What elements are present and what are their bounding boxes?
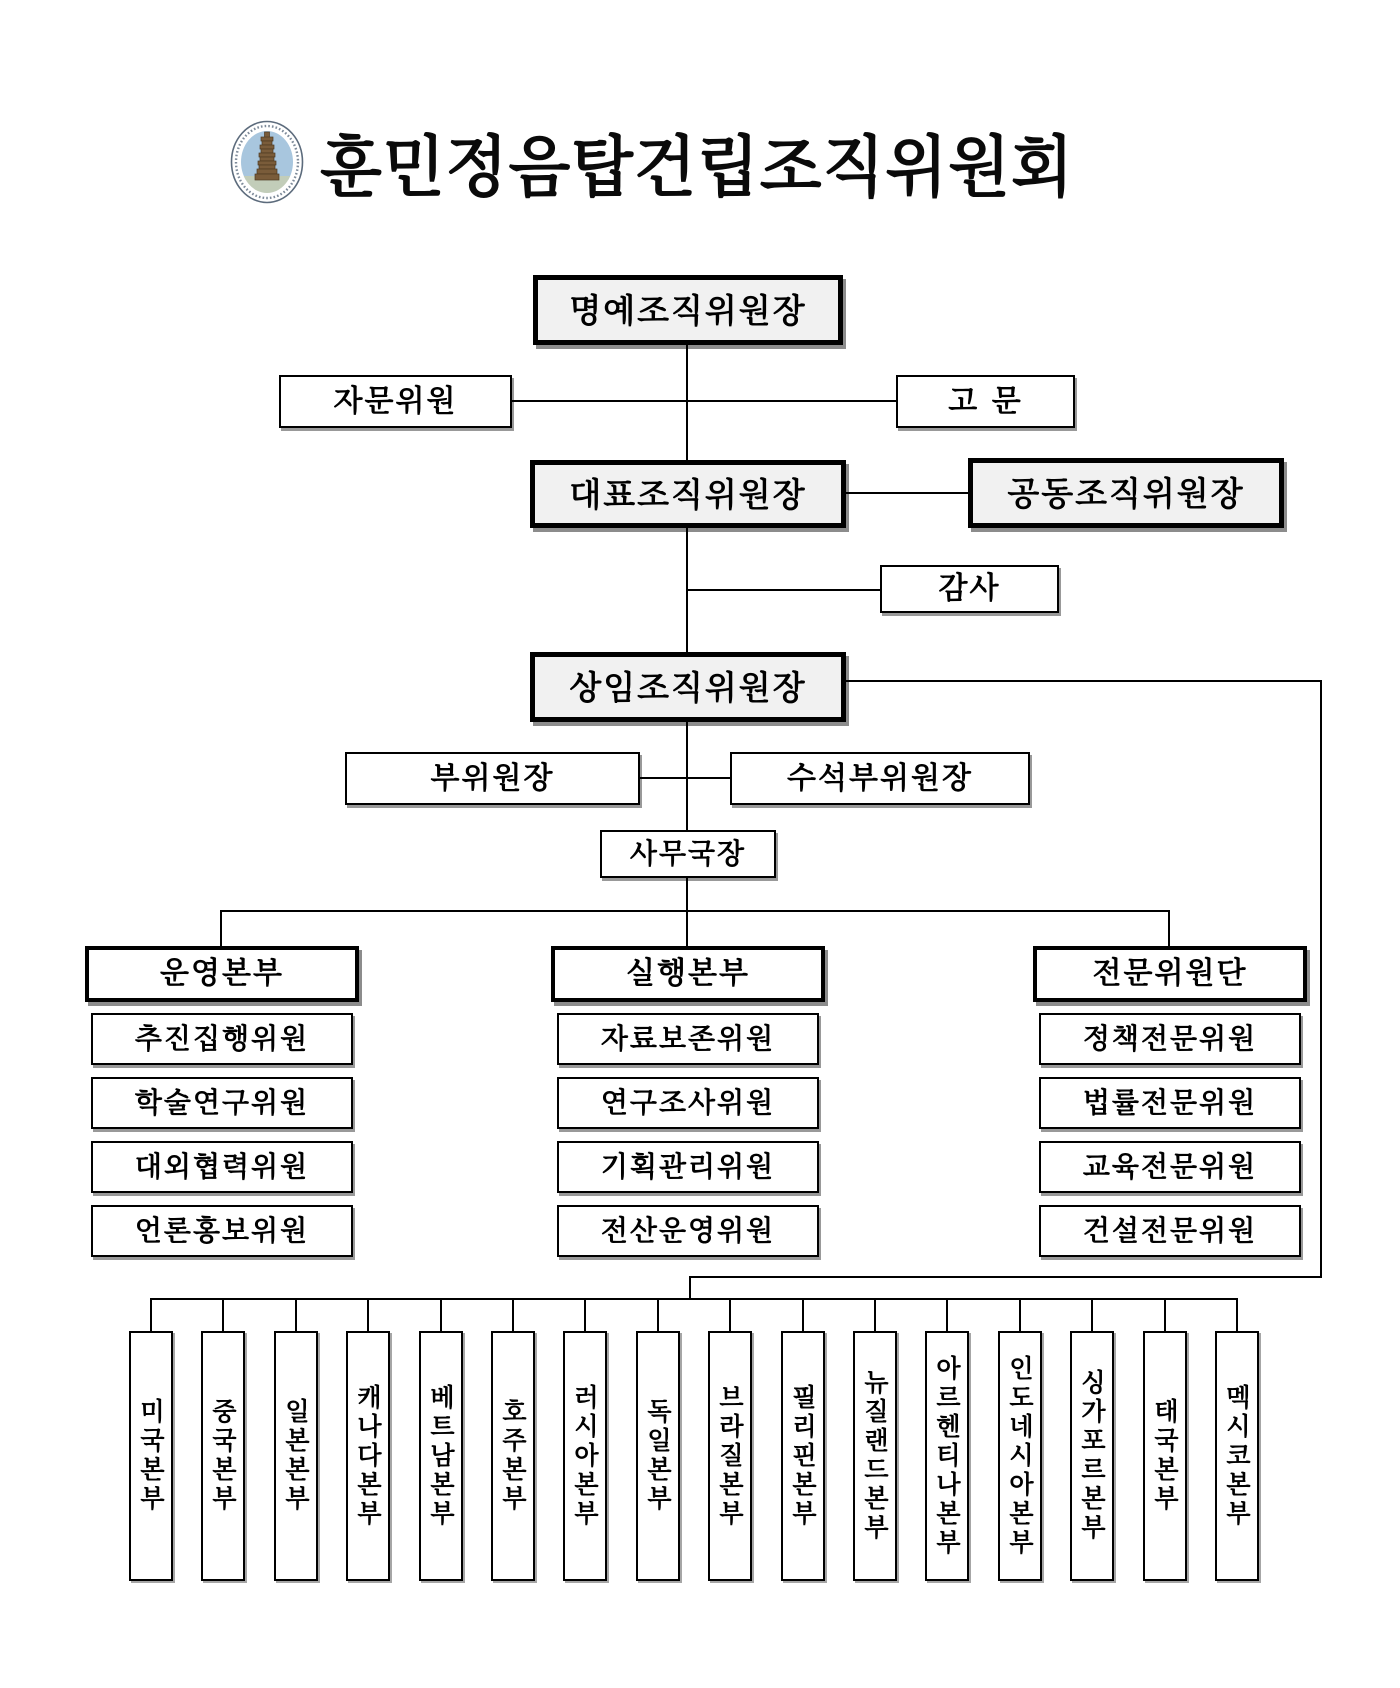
line-bottom-return — [690, 1276, 1322, 1278]
committee-box: 법률전문위원 — [1039, 1077, 1301, 1129]
branch-box-germany: 독일본부 — [636, 1331, 680, 1581]
branch-box-canada: 캐나다본부 — [346, 1331, 390, 1581]
committee-box: 대외협력위원 — [91, 1141, 353, 1193]
line-drop-division-1 — [220, 910, 222, 946]
joint-chair-box: 공동조직위원장 — [968, 458, 1284, 528]
branch-box-mexico: 멕시코본부 — [1215, 1331, 1259, 1581]
branch-box-brazil: 브라질본부 — [708, 1331, 752, 1581]
advisory-member-box: 자문위원 — [279, 375, 512, 428]
representative-chair-box: 대표조직위원장 — [530, 460, 846, 528]
line-representative-joint — [846, 492, 968, 494]
line-drop-division-2 — [686, 910, 688, 946]
division-experts-header: 전문위원단 — [1033, 946, 1307, 1002]
chief-vice-chair-box: 수석부위원장 — [730, 752, 1030, 805]
line-stub-branch-6 — [512, 1298, 514, 1331]
pagoda-seal-logo-icon — [230, 120, 304, 204]
committee-box: 추진집행위원 — [91, 1013, 353, 1065]
line-honorary-to-representative — [686, 345, 688, 460]
line-stub-branch-7 — [584, 1298, 586, 1331]
line-stub-branch-15 — [1164, 1298, 1166, 1331]
committee-box: 교육전문위원 — [1039, 1141, 1301, 1193]
committee-box: 전산운영위원 — [557, 1205, 819, 1257]
line-branch-rail — [151, 1298, 1238, 1300]
secretary-general-box: 사무국장 — [600, 830, 776, 878]
line-advisory-advisor — [512, 400, 896, 402]
line-standing-right — [846, 680, 1322, 682]
line-secretary-down — [686, 878, 688, 911]
committee-box: 언론홍보위원 — [91, 1205, 353, 1257]
line-stub-branch-5 — [440, 1298, 442, 1331]
committee-box: 기획관리위원 — [557, 1141, 819, 1193]
branch-box-china: 중국본부 — [201, 1331, 245, 1581]
division-execution-header: 실행본부 — [551, 946, 825, 1002]
line-stub-branch-4 — [367, 1298, 369, 1331]
committee-box: 자료보존위원 — [557, 1013, 819, 1065]
committee-box: 학술연구위원 — [91, 1077, 353, 1129]
committee-box: 정책전문위원 — [1039, 1013, 1301, 1065]
advisor-box: 고 문 — [896, 375, 1075, 428]
branch-box-argentina: 아르헨티나본부 — [925, 1331, 969, 1581]
line-to-auditor — [687, 589, 880, 591]
branch-box-usa: 미국본부 — [129, 1331, 173, 1581]
branch-box-thailand: 태국본부 — [1143, 1331, 1187, 1581]
line-stub-branch-3 — [295, 1298, 297, 1331]
line-stub-branch-12 — [946, 1298, 948, 1331]
branch-box-australia: 호주본부 — [491, 1331, 535, 1581]
line-bottom-drop — [689, 1276, 691, 1300]
line-stub-branch-16 — [1236, 1298, 1238, 1331]
line-stub-branch-14 — [1091, 1298, 1093, 1331]
branch-box-newzealand: 뉴질랜드본부 — [853, 1331, 897, 1581]
standing-chair-box: 상임조직위원장 — [530, 652, 846, 722]
committee-box: 건설전문위원 — [1039, 1205, 1301, 1257]
honorary-chair-box: 명예조직위원장 — [533, 275, 843, 345]
branch-box-japan: 일본본부 — [274, 1331, 318, 1581]
line-division-rail — [221, 910, 1170, 912]
line-standing-to-secretary — [686, 722, 688, 830]
branch-box-indonesia: 인도네시아본부 — [998, 1331, 1042, 1581]
line-right-drop — [1320, 680, 1322, 1278]
branch-box-russia: 러시아본부 — [563, 1331, 607, 1581]
line-stub-branch-11 — [874, 1298, 876, 1331]
line-stub-branch-9 — [729, 1298, 731, 1331]
line-stub-branch-8 — [657, 1298, 659, 1331]
auditor-box: 감사 — [880, 565, 1059, 613]
line-stub-branch-2 — [222, 1298, 224, 1331]
line-stub-branch-13 — [1019, 1298, 1021, 1331]
branch-box-philippines: 필리핀본부 — [781, 1331, 825, 1581]
branch-box-singapore: 싱가포르본부 — [1070, 1331, 1114, 1581]
division-operations-header: 운영본부 — [85, 946, 359, 1002]
page-title: 훈민정음탑건립조직위원회 — [320, 129, 1074, 207]
vice-chair-box: 부위원장 — [345, 752, 640, 805]
line-vicechair-row — [640, 777, 730, 779]
line-stub-branch-10 — [802, 1298, 804, 1331]
committee-box: 연구조사위원 — [557, 1077, 819, 1129]
line-drop-division-3 — [1168, 910, 1170, 946]
header — [230, 112, 1330, 212]
line-stub-branch-1 — [150, 1298, 152, 1331]
branch-box-vietnam: 베트남본부 — [419, 1331, 463, 1581]
